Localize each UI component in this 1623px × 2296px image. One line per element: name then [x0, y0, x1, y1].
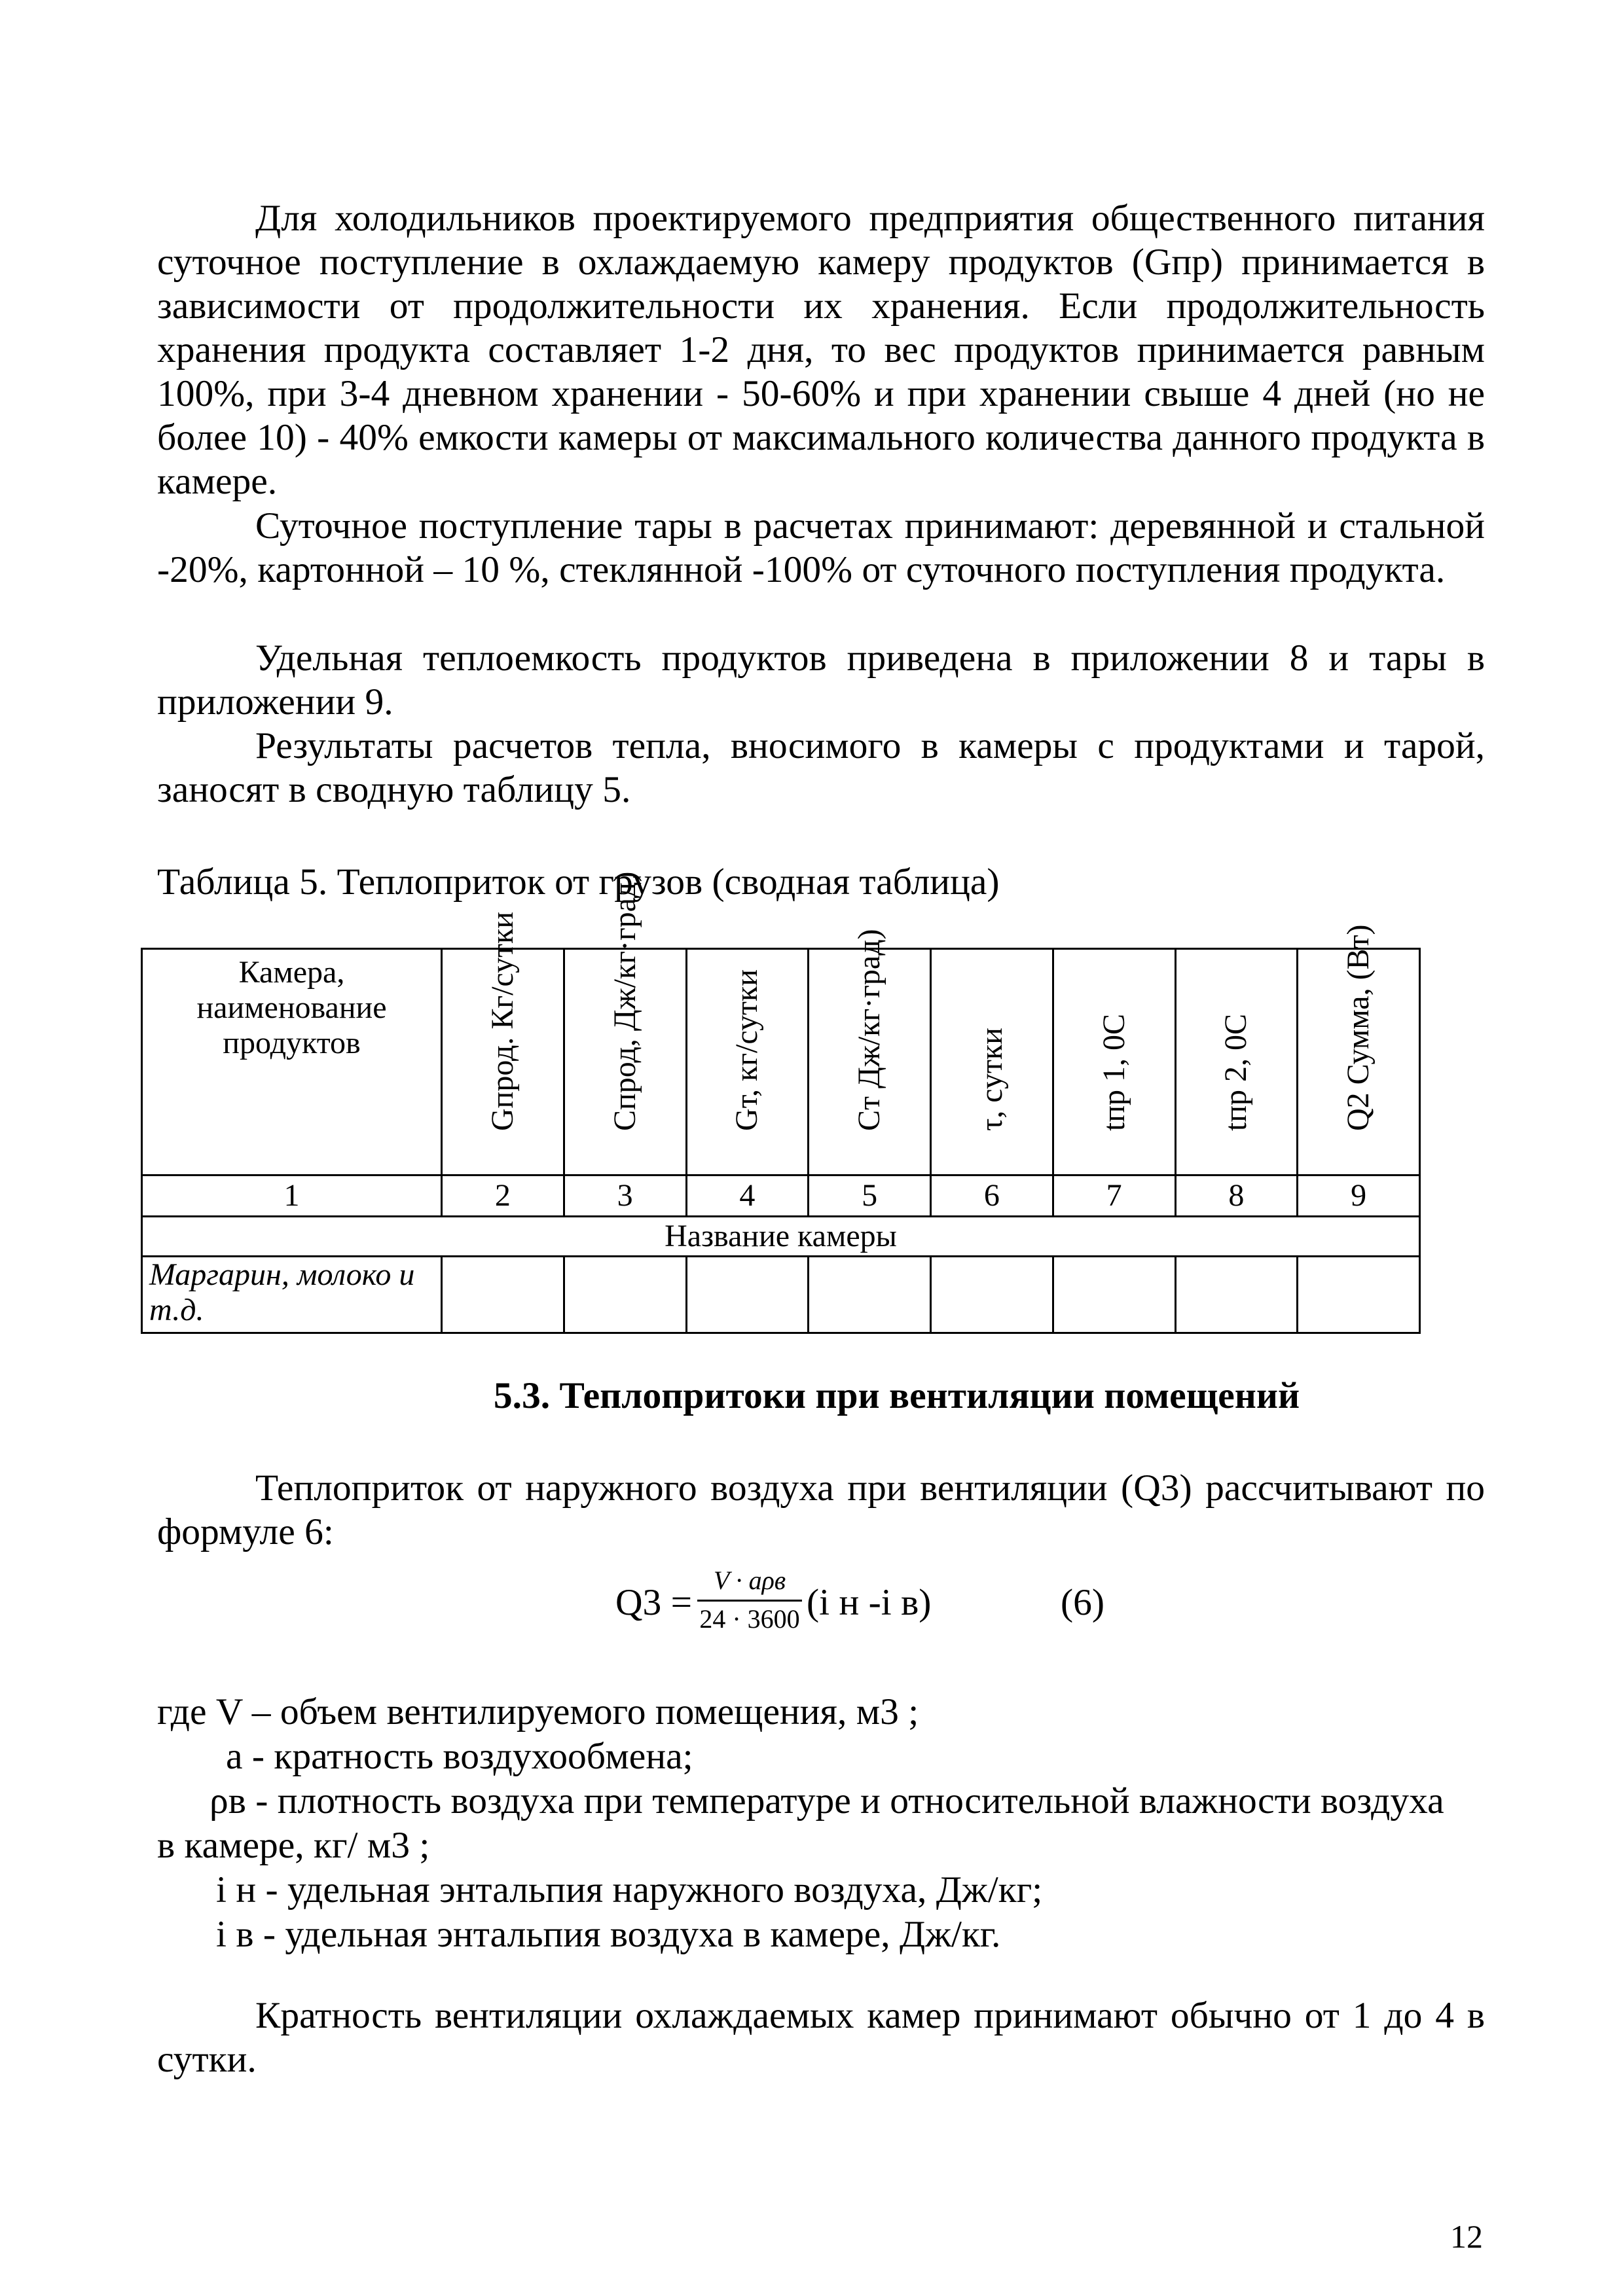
table-cell [1298, 1256, 1420, 1333]
formula-rest: (i н -i в) [807, 1582, 932, 1623]
definition-rho-cont: в камере, кг/ м3 ; [157, 1825, 430, 1866]
paragraph-2: Суточное поступление тары в расчетах принимают: деревянной и стальной -20%, картонной – 10 %, стеклянной -100% от суточного поступления продукта. [157, 505, 1485, 590]
camera-name-cell: Название камеры [142, 1216, 1420, 1256]
paragraph-5: Теплоприток от наружного воздуха при вентиляции (Q3) рассчитывают по формуле 6: [157, 1467, 1485, 1552]
col-number: 7 [1053, 1175, 1175, 1216]
col-number: 9 [1298, 1175, 1420, 1216]
header-t2: tпр 2, 0С [1175, 949, 1298, 1175]
header-q2-sum: Q2 Сумма, (Вт) [1298, 949, 1420, 1175]
header-camera-products: Камера, наименование продуктов [142, 949, 442, 1175]
table-caption: Таблица 5. Теплоприток от грузов (сводная таблица) [157, 861, 1000, 903]
table-number-row [142, 1175, 1420, 1216]
table-cell [1053, 1256, 1175, 1333]
section-heading: 5.3. Теплопритоки при вентиляции помещений [493, 1375, 1300, 1416]
table-row [142, 1256, 1420, 1333]
table-cell [564, 1256, 686, 1333]
formula-numerator: V · aρв [713, 1566, 786, 1595]
header-g-tare: Gт, кг/сутки [686, 949, 809, 1175]
table-cell [931, 1256, 1053, 1333]
col-number: 6 [931, 1175, 1053, 1216]
header-c-tare: Cт Дж/кг·град) [809, 949, 931, 1175]
definition-in: i н - удельная энтальпия наружного воздуха, Дж/кг; [216, 1869, 1043, 1910]
header-tau: τ, сутки [931, 949, 1053, 1175]
definition-v: где V – объем вентилируемого помещения, м3 ; [157, 1691, 919, 1732]
page-number: 12 [1450, 2218, 1483, 2255]
col-number: 8 [1175, 1175, 1298, 1216]
paragraph-4: Результаты расчетов тепла, вносимого в камеры с продуктами и тарой, заносят в сводную таблицу 5. [157, 725, 1485, 810]
formula-denominator: 24 · 3600 [699, 1604, 800, 1634]
table-camera-row [142, 1216, 1420, 1256]
definition-a: a - кратность воздухообмена; [226, 1736, 693, 1777]
formula-6 [615, 1563, 1139, 1648]
col-number: 5 [809, 1175, 931, 1216]
table-cell [809, 1256, 931, 1333]
col-number: 1 [142, 1175, 442, 1216]
formula-number: (6) [1061, 1582, 1105, 1623]
definition-rho: ρв - плотность воздуха при температуре и относительной влажности воздуха [210, 1780, 1444, 1821]
col-number: 4 [686, 1175, 809, 1216]
product-cell: Маргарин, молоко и т.д. [142, 1256, 442, 1333]
table-cell [1175, 1256, 1298, 1333]
col-number: 3 [564, 1175, 686, 1216]
paragraph-1: Для холодильников проектируемого предприятия общественного питания суточное поступление в охлаждаемую камеру продуктов (Gпр) принимается в зависимости от продолжительности их хранения. Если продолжительность хранения продукта составляет 1-2 дня, то вес продуктов принимается равным 100%, при 3-4 дневном хранении - 50-60% и при хранении свыше 4 дней (но не более 10) - 40% емкости камеры от максимального количества данного продукта в камере. [157, 198, 1485, 502]
table-header-row [142, 949, 1420, 1175]
paragraph-6: Кратность вентиляции охлаждаемых камер принимают обычно от 1 до 4 в сутки. [157, 1995, 1485, 2080]
formula-fraction [697, 1563, 802, 1637]
formula-lhs: Q3 = [615, 1582, 693, 1623]
header-g-product: Gпрод. Кг/сутки [442, 949, 564, 1175]
table-cell [686, 1256, 809, 1333]
col-number: 2 [442, 1175, 564, 1216]
table-cell [442, 1256, 564, 1333]
header-c-product: Cпрод, Дж/кг·град) [564, 949, 686, 1175]
header-t1: tпр 1, 0С [1053, 949, 1175, 1175]
paragraph-3: Удельная теплоемкость продуктов приведена в приложении 8 и тары в приложении 9. [157, 637, 1485, 723]
definition-iv: i в - удельная энтальпия воздуха в камере, Дж/кг. [216, 1914, 1001, 1955]
